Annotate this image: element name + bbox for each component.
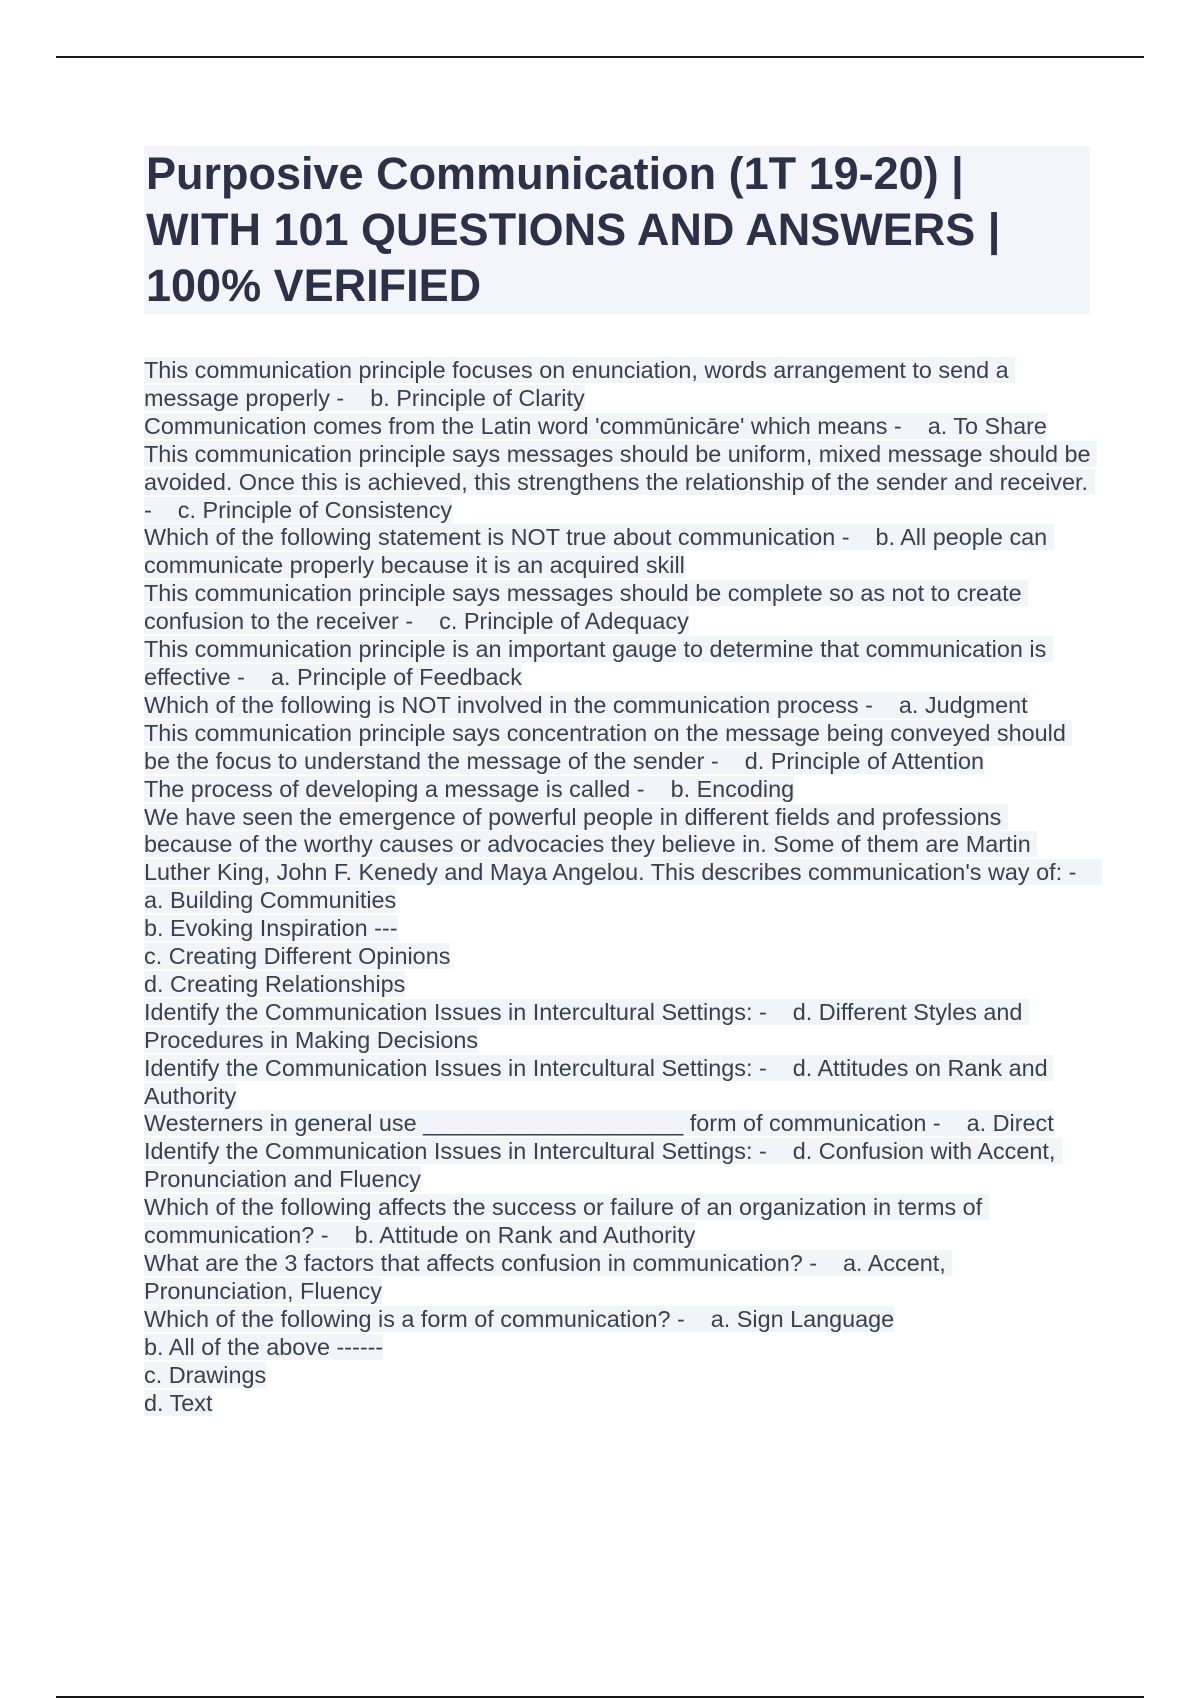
page-title: Purposive Communication (1T 19-20) | WITH 101 QUESTIONS AND ANSWERS | 100% VERIFIED	[146, 148, 1001, 311]
qa-text: We have seen the emergence of powerful people in different fields and professions because of the worthy causes or advocacies they believe in. Some of them are Martin Luther King, John F. Kenedy and Maya Angelou. This describes communication's way of: - a. Building Communities	[144, 803, 1103, 914]
qa-text: Which of the following affects the success or failure of an organization in terms of communication? - b. Attitude on Rank and Authority	[144, 1194, 989, 1249]
qa-entry	[144, 803, 1103, 916]
qa-text: What are the 3 factors that affects confusion in communication? - a. Accent, Pronunciation, Fluency	[144, 1250, 953, 1304]
option-line	[144, 1334, 1094, 1362]
title-block	[144, 146, 1090, 314]
option-text: c. Drawings	[144, 1361, 267, 1388]
qa-entry	[144, 636, 1094, 692]
qa-text: Which of the following is a form of communication? - a. Sign Language	[144, 1305, 895, 1332]
qa-entry	[144, 1138, 1094, 1194]
option-text: b. Evoking Inspiration ---	[144, 915, 398, 942]
option-line	[144, 915, 1094, 943]
qa-entry	[144, 999, 1094, 1055]
option-text: d. Text	[144, 1389, 213, 1416]
qa-text: This communication principle says concentration on the message being conveyed should be the focus to understand the message of the sender - d. Principle of Attention	[144, 719, 1073, 774]
qa-text: This communication principle says messages should be complete so as not to create confusion to the receiver - c. Principle of Adequacy	[144, 580, 1029, 635]
qa-entry	[144, 720, 1094, 776]
qa-entry	[144, 1250, 1094, 1306]
option-text: b. All of the above ------	[144, 1333, 384, 1360]
qa-text: Westerners in general use ____________________ form of communication - a. Direct	[144, 1110, 1054, 1137]
qa-entry	[144, 692, 1094, 720]
option-line	[144, 1390, 1094, 1418]
qa-text: Identify the Communication Issues in Intercultural Settings: - d. Different Styles and Procedures in Making Decisions	[144, 998, 1029, 1053]
qa-entry	[144, 1055, 1094, 1111]
qa-text: Identify the Communication Issues in Intercultural Settings: - d. Confusion with Accent, Pronunciation and Fluency	[144, 1138, 1062, 1193]
top-rule	[56, 56, 1144, 58]
qa-text: The process of developing a message is called - b. Encoding	[144, 775, 795, 802]
qa-entry	[144, 580, 1094, 636]
option-line	[144, 971, 1094, 999]
qa-entry	[144, 440, 1097, 525]
qa-text: Identify the Communication Issues in Intercultural Settings: - d. Attitudes on Rank and Authority	[144, 1054, 1053, 1109]
option-line	[144, 1362, 1094, 1390]
qa-text: Which of the following statement is NOT true about communication - b. All people can communicate properly because it is an acquired skill	[144, 524, 1054, 579]
qa-entry	[144, 1110, 1094, 1138]
qa-text: This communication principle is an important gauge to determine that communication is effective - a. Principle of Feedback	[144, 636, 1053, 690]
option-text: c. Creating Different Opinions	[144, 943, 451, 970]
qa-entry	[144, 1194, 1094, 1250]
qa-entry	[144, 524, 1094, 580]
qa-list	[144, 357, 1103, 1417]
bottom-rule	[56, 1696, 1144, 1698]
qa-entry	[144, 1306, 1094, 1334]
option-line	[144, 943, 1094, 971]
qa-entry	[144, 776, 1094, 804]
qa-text: This communication principle focuses on enunciation, words arrangement to send a message properly - b. Principle of Clarity	[144, 357, 1016, 411]
option-text: d. Creating Relationships	[144, 970, 406, 997]
qa-text: Communication comes from the Latin word 'commūnicāre' which means - a. To Share	[144, 412, 1047, 439]
qa-entry	[144, 413, 1094, 441]
qa-entry	[144, 357, 1094, 413]
qa-text: Which of the following is NOT involved in the communication process - a. Judgment	[144, 691, 1028, 718]
qa-text: This communication principle says messages should be uniform, mixed message should be avoided. Once this is achieved, this strengthens the relationship of the sender and receiver. - c. Principle of Consistency	[144, 440, 1097, 523]
